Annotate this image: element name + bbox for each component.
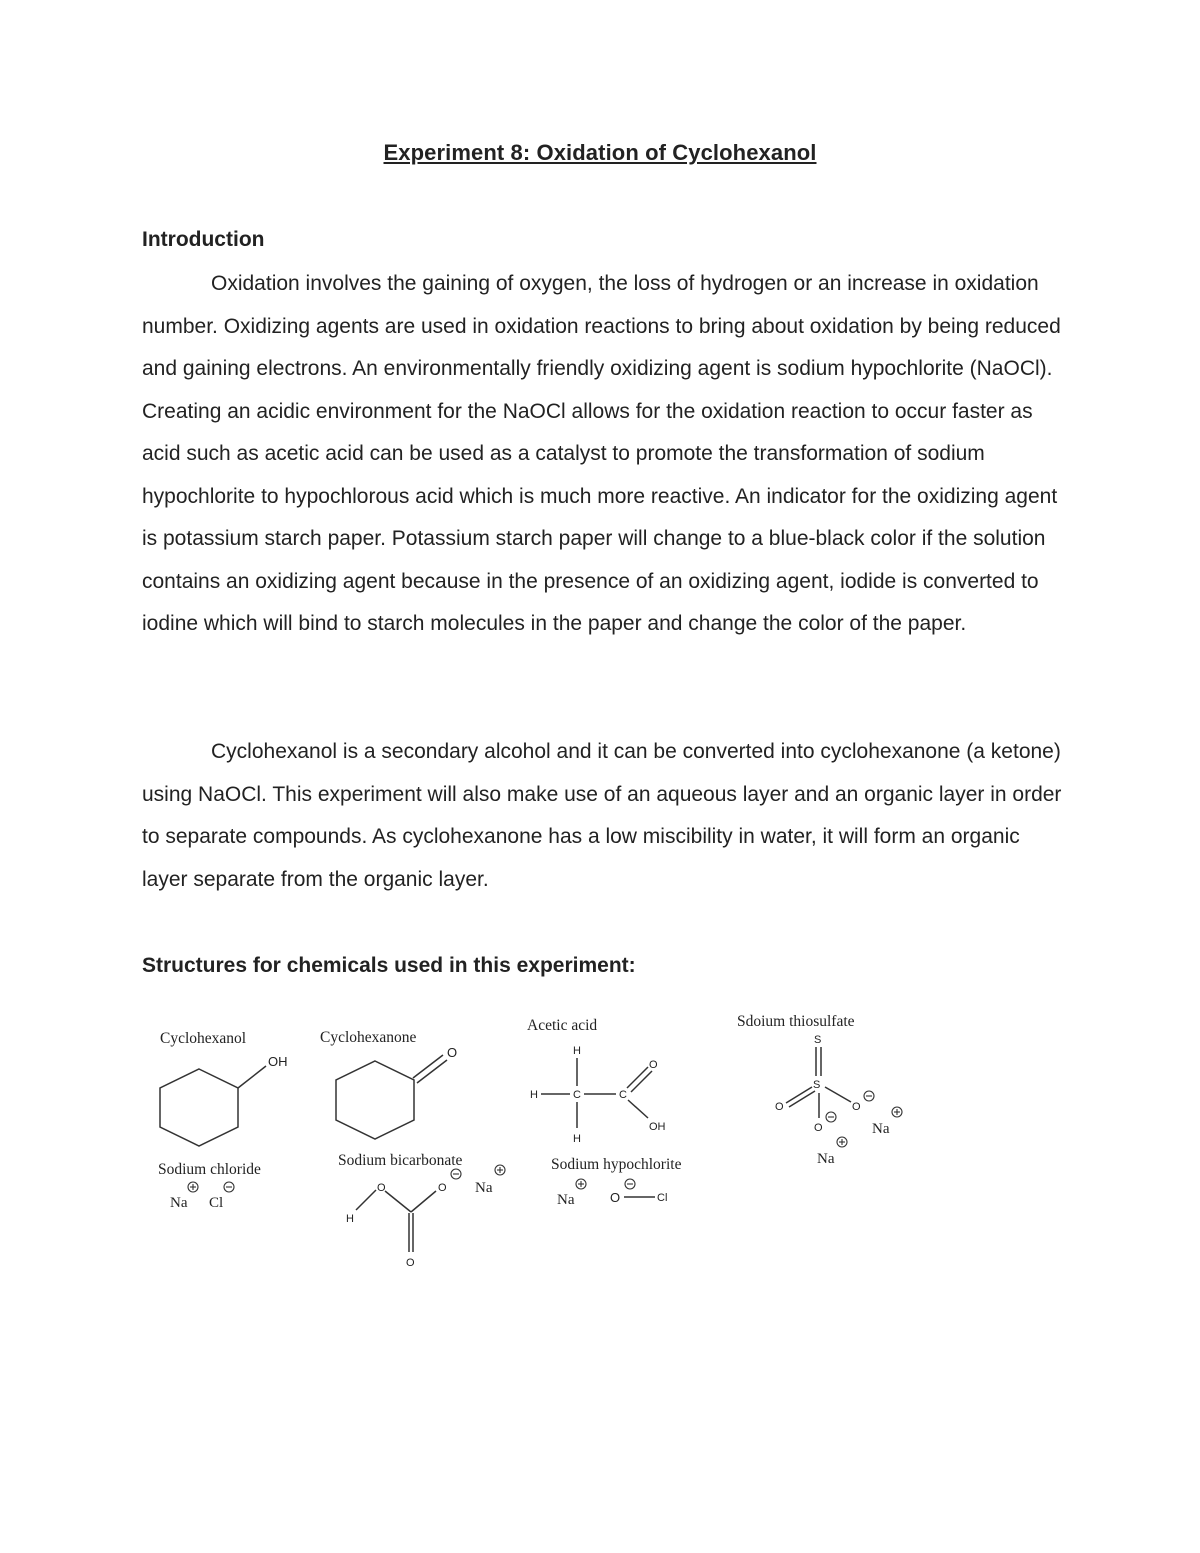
sodium-bicarbonate-structure bbox=[338, 1152, 505, 1269]
cyclohexanol-oh-bond bbox=[238, 1066, 266, 1088]
sodium-bicarbonate-label: Sodium bicarbonate bbox=[338, 1152, 463, 1169]
hypochlorite-minus-icon bbox=[625, 1179, 635, 1189]
bicarbonate-o1: O bbox=[377, 1182, 386, 1194]
cyclohexanone-structure bbox=[320, 1029, 457, 1139]
thiosulfate-na2: Na bbox=[817, 1151, 835, 1167]
acetic-acid-c2: C bbox=[619, 1089, 627, 1101]
thiosulfate-s-center: S bbox=[813, 1079, 821, 1091]
thiosulfate-s-top: S bbox=[814, 1034, 822, 1046]
thiosulfate-o-bottom: O bbox=[814, 1122, 823, 1134]
thiosulfate-o-bottom-minus-icon bbox=[826, 1112, 836, 1122]
thiosulfate-o-left: O bbox=[775, 1101, 784, 1113]
sodium-chloride-structure bbox=[158, 1161, 261, 1211]
introduction-paragraph-2: Cyclohexanol is a secondary alcohol and it can be converted into cyclohexanone (a ketone) using NaOCl. This experiment will also make use of an aqueous layer and an organic layer in order to separate compounds. As cyclohexanone has a low miscibility in water, it will form an organic layer separate from the organic layer. bbox=[142, 740, 1062, 891]
bicarbonate-ho-bond bbox=[356, 1190, 376, 1210]
hypochlorite-plus-icon bbox=[576, 1179, 586, 1189]
hypochlorite-cl: Cl bbox=[657, 1192, 668, 1204]
bicarbonate-plus-icon bbox=[495, 1165, 505, 1175]
sodium-thiosulfate-label: Sdoium thiosulfate bbox=[737, 1013, 855, 1030]
bicarbonate-oc-bond bbox=[385, 1191, 411, 1212]
acetic-acid-o: O bbox=[649, 1059, 658, 1071]
bicarbonate-co-bond bbox=[411, 1191, 436, 1212]
thiosulfate-na1: Na bbox=[872, 1121, 890, 1137]
bicarbonate-na: Na bbox=[475, 1180, 493, 1196]
thiosulfate-o-right-minus-icon bbox=[864, 1091, 874, 1101]
cyclohexanone-ring bbox=[336, 1061, 414, 1139]
bicarbonate-o2: O bbox=[438, 1182, 447, 1194]
structures-heading: Structures for chemicals used in this experiment: bbox=[142, 954, 636, 977]
cyclohexanone-o-label: O bbox=[447, 1045, 458, 1060]
acetic-acid-h-left: H bbox=[530, 1089, 538, 1101]
hypochlorite-o: O bbox=[610, 1190, 621, 1205]
cyclohexanol-ring bbox=[160, 1069, 238, 1146]
sodium-chloride-plus-icon bbox=[188, 1182, 198, 1192]
sodium-thiosulfate-structure bbox=[737, 1013, 902, 1167]
sodium-chloride-na: Na bbox=[170, 1195, 188, 1211]
bicarbonate-h: H bbox=[346, 1213, 354, 1225]
acetic-acid-c1: C bbox=[573, 1089, 581, 1101]
bicarbonate-minus-icon bbox=[451, 1169, 461, 1179]
acetic-acid-structure bbox=[527, 1017, 666, 1145]
cyclohexanone-label: Cyclohexanone bbox=[320, 1029, 417, 1046]
cyclohexanol-label: Cyclohexanol bbox=[160, 1030, 247, 1047]
thiosulfate-na2-plus-icon bbox=[837, 1137, 847, 1147]
acetic-acid-oh: OH bbox=[649, 1121, 666, 1133]
hypochlorite-na: Na bbox=[557, 1192, 575, 1208]
cyclohexanol-structure bbox=[160, 1030, 288, 1146]
sodium-chloride-label: Sodium chloride bbox=[158, 1161, 261, 1178]
page-title: Experiment 8: Oxidation of Cyclohexanol bbox=[383, 140, 817, 165]
acetic-acid-coh-bond bbox=[628, 1100, 648, 1118]
thiosulfate-o-right: O bbox=[852, 1101, 861, 1113]
sodium-hypochlorite-structure bbox=[551, 1156, 682, 1208]
acetic-acid-h-top: H bbox=[573, 1045, 581, 1057]
sodium-chloride-minus-icon bbox=[224, 1182, 234, 1192]
cyclohexanol-oh-label: OH bbox=[268, 1054, 288, 1069]
acetic-acid-h-bottom: H bbox=[573, 1133, 581, 1145]
thiosulfate-so-right bbox=[825, 1087, 851, 1102]
thiosulfate-na1-plus-icon bbox=[892, 1107, 902, 1117]
sodium-hypochlorite-label: Sodium hypochlorite bbox=[551, 1156, 682, 1173]
bicarbonate-o3: O bbox=[406, 1257, 415, 1269]
introduction-paragraph-1: Oxidation involves the gaining of oxygen, the loss of hydrogen or an increase in oxidation number. Oxidizing agents are used in oxidation reactions to bring about oxidation by being reduced and gaining electrons. An environmentally friendly oxidizing agent is sodium hypochlorite (NaOCl). Creating an acidic environment for the NaOCl allows for the oxidation reaction to occur faster as acid such as acetic acid can be used as a catalyst to promote the transformation of sodium hypochlorite to hypochlorous acid which is much more reactive. An indicator for the oxidizing agent is potassium starch paper. Potassium starch paper will change to a blue-black color if the solution contains an oxidizing agent because in the presence of an oxidizing agent, iodide is converted to iodine which will bind to starch molecules in the paper and change the color of the paper. bbox=[142, 272, 1061, 635]
acetic-acid-label: Acetic acid bbox=[527, 1017, 598, 1034]
sodium-chloride-cl: Cl bbox=[209, 1195, 224, 1211]
introduction-heading: Introduction bbox=[142, 228, 265, 251]
